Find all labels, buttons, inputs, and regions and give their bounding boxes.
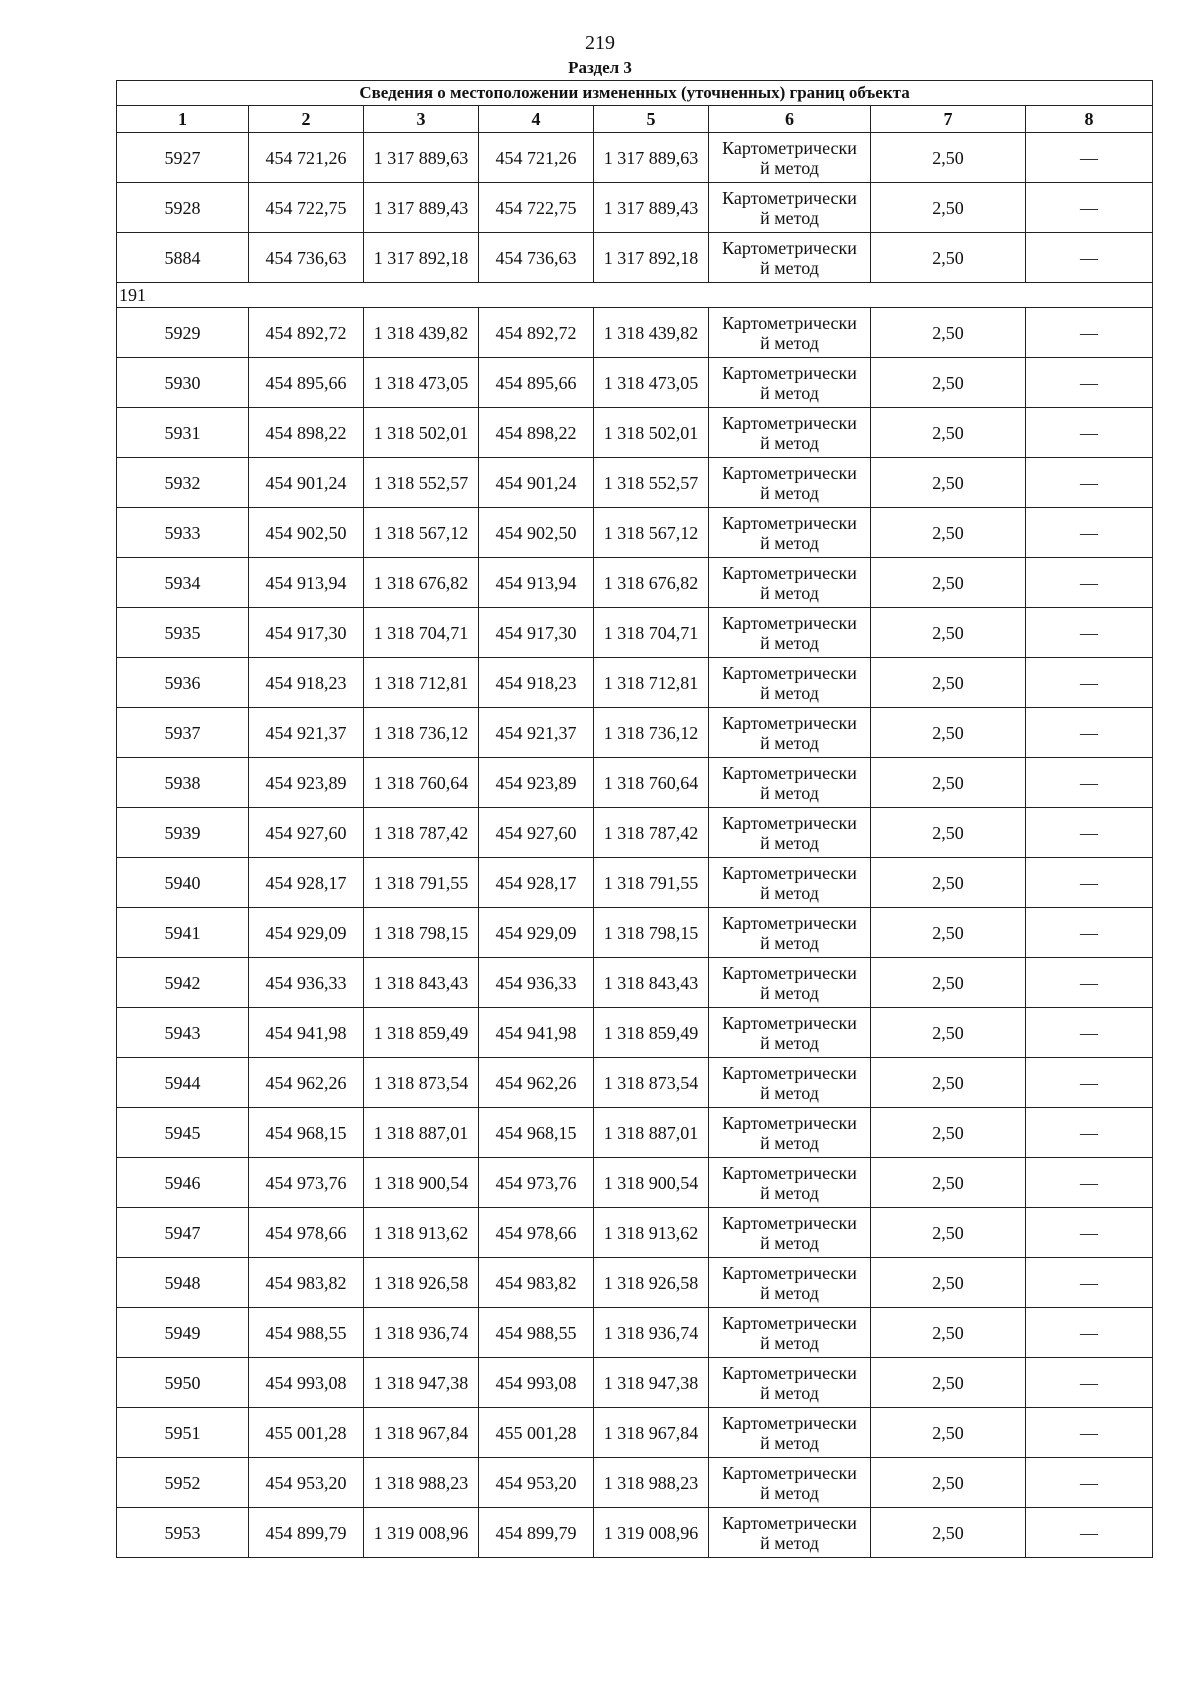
table-cell: —	[1026, 508, 1153, 558]
table-cell: 5952	[117, 1458, 249, 1508]
table-row	[117, 1308, 1153, 1358]
table-cell: 2,50	[871, 908, 1026, 958]
table-cell: —	[1026, 608, 1153, 658]
table-cell: 454 968,15	[249, 1108, 364, 1158]
group-label: 191	[117, 283, 1153, 308]
table-cell: 2,50	[871, 1458, 1026, 1508]
table-cell: 1 318 798,15	[364, 908, 479, 958]
table-cell: 5944	[117, 1058, 249, 1108]
table-cell: 5929	[117, 308, 249, 358]
table-cell: 454 923,89	[479, 758, 594, 808]
table-cell: 1 318 567,12	[364, 508, 479, 558]
column-header: 3	[364, 106, 479, 133]
table-row	[117, 358, 1153, 408]
table-cell: 1 318 936,74	[364, 1308, 479, 1358]
table-cell: 5941	[117, 908, 249, 958]
table-cell: Картометрически й метод	[709, 1358, 871, 1408]
table-cell: 454 918,23	[249, 658, 364, 708]
table-cell: 1 318 859,49	[594, 1008, 709, 1058]
table-cell: 1 318 967,84	[364, 1408, 479, 1458]
table-cell: 454 923,89	[249, 758, 364, 808]
column-header: 7	[871, 106, 1026, 133]
table-cell: —	[1026, 758, 1153, 808]
table-cell: 454 901,24	[479, 458, 594, 508]
table-cell: 1 318 926,58	[364, 1258, 479, 1308]
table-cell: Картометрически й метод	[709, 658, 871, 708]
table-cell: 454 895,66	[479, 358, 594, 408]
table-cell: 2,50	[871, 233, 1026, 283]
table-cell: 454 928,17	[479, 858, 594, 908]
table-cell: 2,50	[871, 758, 1026, 808]
table-cell: 1 318 787,42	[364, 808, 479, 858]
table-cell: 1 318 988,23	[594, 1458, 709, 1508]
table-cell: —	[1026, 1458, 1153, 1508]
coordinates-table	[116, 80, 1153, 1558]
table-cell: 2,50	[871, 658, 1026, 708]
table-cell: 1 317 889,63	[364, 133, 479, 183]
table-cell: —	[1026, 1258, 1153, 1308]
table-cell: 454 983,82	[249, 1258, 364, 1308]
table-cell: Картометрически й метод	[709, 1208, 871, 1258]
table-cell: 455 001,28	[249, 1408, 364, 1458]
table-cell: 454 913,94	[249, 558, 364, 608]
table-cell: 5884	[117, 233, 249, 283]
section-title: Раздел 3	[568, 58, 632, 77]
table-cell: 1 318 704,71	[594, 608, 709, 658]
table-cell: 454 941,98	[479, 1008, 594, 1058]
table-cell: 2,50	[871, 858, 1026, 908]
table-row	[117, 408, 1153, 458]
table-cell: Картометрически й метод	[709, 508, 871, 558]
table-cell: Картометрически й метод	[709, 908, 871, 958]
column-header: 5	[594, 106, 709, 133]
table-cell: 1 318 798,15	[594, 908, 709, 958]
table-cell: 454 721,26	[249, 133, 364, 183]
table-cell: —	[1026, 308, 1153, 358]
table-cell: 454 917,30	[249, 608, 364, 658]
table-cell: —	[1026, 958, 1153, 1008]
table-cell: Картометрически й метод	[709, 308, 871, 358]
page-number: 219	[585, 32, 615, 54]
table-cell: 5938	[117, 758, 249, 808]
table-cell: Картометрически й метод	[709, 408, 871, 458]
table-cell: 1 318 988,23	[364, 1458, 479, 1508]
table-cell: 2,50	[871, 1358, 1026, 1408]
table-cell: 1 318 859,49	[364, 1008, 479, 1058]
table-cell: Картометрически й метод	[709, 1458, 871, 1508]
table-row	[117, 1358, 1153, 1408]
table-row	[117, 858, 1153, 908]
table-cell: 1 318 967,84	[594, 1408, 709, 1458]
table-row	[117, 233, 1153, 283]
table-cell: Картометрически й метод	[709, 233, 871, 283]
table-cell: 5936	[117, 658, 249, 708]
table-cell: 454 929,09	[479, 908, 594, 958]
table-cell: —	[1026, 908, 1153, 958]
table-cell: 1 318 552,57	[364, 458, 479, 508]
table-cell: 1 318 947,38	[594, 1358, 709, 1408]
table-row	[117, 508, 1153, 558]
table-cell: 2,50	[871, 1308, 1026, 1358]
table-cell: 2,50	[871, 958, 1026, 1008]
table-row	[117, 708, 1153, 758]
table-cell: 1 318 760,64	[594, 758, 709, 808]
table-cell: 2,50	[871, 1058, 1026, 1108]
table-cell: 1 318 913,62	[364, 1208, 479, 1258]
table-cell: 5930	[117, 358, 249, 408]
table-cell: 1 318 791,55	[364, 858, 479, 908]
table-cell: 1 318 887,01	[594, 1108, 709, 1158]
table-cell: 1 318 887,01	[364, 1108, 479, 1158]
table-cell: 1 318 736,12	[364, 708, 479, 758]
table-cell: 454 917,30	[479, 608, 594, 658]
table-cell: —	[1026, 408, 1153, 458]
table-cell: 2,50	[871, 808, 1026, 858]
table-cell: 2,50	[871, 183, 1026, 233]
table-cell: 454 722,75	[479, 183, 594, 233]
table-cell: 1 318 676,82	[364, 558, 479, 608]
column-header: 8	[1026, 106, 1153, 133]
table-cell: 5945	[117, 1108, 249, 1158]
table-cell: 1 318 947,38	[364, 1358, 479, 1408]
table-cell: Картометрически й метод	[709, 608, 871, 658]
table-cell: 454 973,76	[479, 1158, 594, 1208]
table-cell: 454 968,15	[479, 1108, 594, 1158]
table-row	[117, 308, 1153, 358]
table-cell: 5948	[117, 1258, 249, 1308]
table-cell: 454 973,76	[249, 1158, 364, 1208]
table-cell: 2,50	[871, 558, 1026, 608]
table-cell: 454 953,20	[479, 1458, 594, 1508]
table-cell: 454 936,33	[249, 958, 364, 1008]
table-cell: 454 921,37	[249, 708, 364, 758]
table-cell: 454 928,17	[249, 858, 364, 908]
table-cell: 5951	[117, 1408, 249, 1458]
table-cell: 454 902,50	[479, 508, 594, 558]
column-header: 2	[249, 106, 364, 133]
table-cell: 2,50	[871, 508, 1026, 558]
table-cell: 1 318 900,54	[364, 1158, 479, 1208]
table-cell: Картометрически й метод	[709, 858, 871, 908]
table-cell: 2,50	[871, 458, 1026, 508]
table-cell: 1 318 926,58	[594, 1258, 709, 1308]
table-body	[117, 133, 1153, 1558]
table-cell: 1 318 712,81	[364, 658, 479, 708]
table-cell: 454 927,60	[479, 808, 594, 858]
table-cell: 5937	[117, 708, 249, 758]
table-cell: 454 892,72	[479, 308, 594, 358]
table-cell: 454 901,24	[249, 458, 364, 508]
table-cell: Картометрически й метод	[709, 808, 871, 858]
table-cell: 5933	[117, 508, 249, 558]
table-cell: 454 721,26	[479, 133, 594, 183]
table-row	[117, 1058, 1153, 1108]
table-cell: 454 993,08	[249, 1358, 364, 1408]
table-row	[117, 1258, 1153, 1308]
table-cell: —	[1026, 808, 1153, 858]
table-cell: 2,50	[871, 1208, 1026, 1258]
table-caption-row	[117, 81, 1153, 106]
table-cell: —	[1026, 1408, 1153, 1458]
table-cell: —	[1026, 358, 1153, 408]
table-cell: —	[1026, 708, 1153, 758]
table-cell: 454 993,08	[479, 1358, 594, 1408]
table-cell: 2,50	[871, 308, 1026, 358]
table-cell: 454 978,66	[249, 1208, 364, 1258]
table-cell: 1 318 913,62	[594, 1208, 709, 1258]
table-row	[117, 908, 1153, 958]
table-cell: 1 317 889,43	[594, 183, 709, 233]
table-cell: 1 318 900,54	[594, 1158, 709, 1208]
table-row	[117, 808, 1153, 858]
table-cell: 454 899,79	[249, 1508, 364, 1558]
table-row	[117, 1208, 1153, 1258]
table-row	[117, 1158, 1153, 1208]
table-cell: 5927	[117, 133, 249, 183]
table-cell: Картометрически й метод	[709, 1158, 871, 1208]
column-header: 4	[479, 106, 594, 133]
table-cell: 2,50	[871, 1008, 1026, 1058]
table-cell: 1 317 892,18	[594, 233, 709, 283]
table-cell: 1 318 473,05	[594, 358, 709, 408]
table-row	[117, 658, 1153, 708]
table-cell: 1 318 567,12	[594, 508, 709, 558]
table-cell: 1 318 712,81	[594, 658, 709, 708]
table-cell: 1 318 873,54	[594, 1058, 709, 1108]
table-cell: —	[1026, 1308, 1153, 1358]
table-cell: 1 318 936,74	[594, 1308, 709, 1358]
table-cell: Картометрически й метод	[709, 758, 871, 808]
table-cell: 1 317 889,43	[364, 183, 479, 233]
table-row	[117, 558, 1153, 608]
table-cell: 454 927,60	[249, 808, 364, 858]
table-row	[117, 1008, 1153, 1058]
table-row	[117, 758, 1153, 808]
table-cell: 5950	[117, 1358, 249, 1408]
table-cell: 1 318 873,54	[364, 1058, 479, 1108]
table-cell: 1 318 843,43	[594, 958, 709, 1008]
table-cell: 454 962,26	[249, 1058, 364, 1108]
table-cell: Картометрически й метод	[709, 958, 871, 1008]
table-cell: 1 318 791,55	[594, 858, 709, 908]
table-cell: Картометрически й метод	[709, 1508, 871, 1558]
table-cell: 1 318 552,57	[594, 458, 709, 508]
table-cell: 454 736,63	[479, 233, 594, 283]
table-cell: 454 895,66	[249, 358, 364, 408]
table-cell: 454 898,22	[249, 408, 364, 458]
column-header: 6	[709, 106, 871, 133]
table-cell: 454 962,26	[479, 1058, 594, 1108]
table-cell: 454 899,79	[479, 1508, 594, 1558]
table-cell: 454 892,72	[249, 308, 364, 358]
table-cell: 2,50	[871, 1408, 1026, 1458]
table-cell: 5953	[117, 1508, 249, 1558]
table-cell: —	[1026, 1008, 1153, 1058]
table-cell: 1 318 502,01	[594, 408, 709, 458]
table-header-row	[117, 106, 1153, 133]
table-cell: —	[1026, 458, 1153, 508]
table-cell: Картометрически й метод	[709, 1308, 871, 1358]
table-cell: —	[1026, 133, 1153, 183]
table-cell: Картометрически й метод	[709, 708, 871, 758]
table-row	[117, 958, 1153, 1008]
table-row	[117, 133, 1153, 183]
table-cell: 1 317 889,63	[594, 133, 709, 183]
table-cell: Картометрически й метод	[709, 1258, 871, 1308]
table-cell: 2,50	[871, 1258, 1026, 1308]
table-cell: 454 736,63	[249, 233, 364, 283]
table-row	[117, 1508, 1153, 1558]
table-cell: 5947	[117, 1208, 249, 1258]
table-row	[117, 1458, 1153, 1508]
table-cell: Картометрически й метод	[709, 558, 871, 608]
table-cell: 1 318 787,42	[594, 808, 709, 858]
table-cell: Картометрически й метод	[709, 1408, 871, 1458]
table-row	[117, 1408, 1153, 1458]
table-cell: 5928	[117, 183, 249, 233]
table-cell: 2,50	[871, 608, 1026, 658]
table-cell: 5946	[117, 1158, 249, 1208]
table-cell: 1 319 008,96	[594, 1508, 709, 1558]
table-cell: 455 001,28	[479, 1408, 594, 1458]
table-cell: —	[1026, 558, 1153, 608]
table-cell: 1 317 892,18	[364, 233, 479, 283]
table-cell: 1 319 008,96	[364, 1508, 479, 1558]
table-cell: 1 318 676,82	[594, 558, 709, 608]
table-cell: —	[1026, 1058, 1153, 1108]
table-cell: —	[1026, 1158, 1153, 1208]
table-cell: —	[1026, 1358, 1153, 1408]
table-cell: Картометрически й метод	[709, 133, 871, 183]
table-cell: 454 898,22	[479, 408, 594, 458]
table-cell: 2,50	[871, 1508, 1026, 1558]
table-cell: 5939	[117, 808, 249, 858]
table-cell: 454 722,75	[249, 183, 364, 233]
table-cell: 454 929,09	[249, 908, 364, 958]
table-cell: 5943	[117, 1008, 249, 1058]
table-cell: 5934	[117, 558, 249, 608]
table-cell: 1 318 760,64	[364, 758, 479, 808]
table-cell: 454 983,82	[479, 1258, 594, 1308]
table-cell: 454 918,23	[479, 658, 594, 708]
table-cell: 1 318 439,82	[594, 308, 709, 358]
column-header: 1	[117, 106, 249, 133]
table-cell: 2,50	[871, 408, 1026, 458]
table-cell: —	[1026, 183, 1153, 233]
table-cell: 1 318 704,71	[364, 608, 479, 658]
table-cell: 5942	[117, 958, 249, 1008]
table-cell: 454 902,50	[249, 508, 364, 558]
table-cell: 1 318 843,43	[364, 958, 479, 1008]
table-cell: Картометрически й метод	[709, 358, 871, 408]
table-cell: 2,50	[871, 1158, 1026, 1208]
table-cell: 2,50	[871, 1108, 1026, 1158]
table-cell: —	[1026, 233, 1153, 283]
table-cell: 1 318 502,01	[364, 408, 479, 458]
table-cell: —	[1026, 1208, 1153, 1258]
table-cell: 5949	[117, 1308, 249, 1358]
table-cell: 454 921,37	[479, 708, 594, 758]
table-cell: 454 978,66	[479, 1208, 594, 1258]
table-cell: 454 988,55	[479, 1308, 594, 1358]
table-cell: 454 941,98	[249, 1008, 364, 1058]
table-cell: 5940	[117, 858, 249, 908]
table-cell: 2,50	[871, 358, 1026, 408]
table-cell: 454 913,94	[479, 558, 594, 608]
table-cell: —	[1026, 658, 1153, 708]
table-cell: Картометрически й метод	[709, 1058, 871, 1108]
group-row	[117, 283, 1153, 308]
table-row	[117, 458, 1153, 508]
table-row	[117, 183, 1153, 233]
table-cell: 1 318 473,05	[364, 358, 479, 408]
table-cell: 454 988,55	[249, 1308, 364, 1358]
table-cell: —	[1026, 858, 1153, 908]
table-cell: 1 318 736,12	[594, 708, 709, 758]
table-row	[117, 1108, 1153, 1158]
table-cell: 2,50	[871, 133, 1026, 183]
table-cell: Картометрически й метод	[709, 183, 871, 233]
table-cell: 2,50	[871, 708, 1026, 758]
table-row	[117, 608, 1153, 658]
table-caption: Сведения о местоположении измененных (уточненных) границ объекта	[117, 81, 1153, 106]
table-cell: 454 936,33	[479, 958, 594, 1008]
table-cell: Картометрически й метод	[709, 1008, 871, 1058]
table-cell: Картометрически й метод	[709, 1108, 871, 1158]
table-cell: —	[1026, 1508, 1153, 1558]
table-cell: —	[1026, 1108, 1153, 1158]
table-cell: 5935	[117, 608, 249, 658]
table-cell: 1 318 439,82	[364, 308, 479, 358]
table-cell: 454 953,20	[249, 1458, 364, 1508]
table-cell: Картометрически й метод	[709, 458, 871, 508]
table-cell: 5932	[117, 458, 249, 508]
table-cell: 5931	[117, 408, 249, 458]
